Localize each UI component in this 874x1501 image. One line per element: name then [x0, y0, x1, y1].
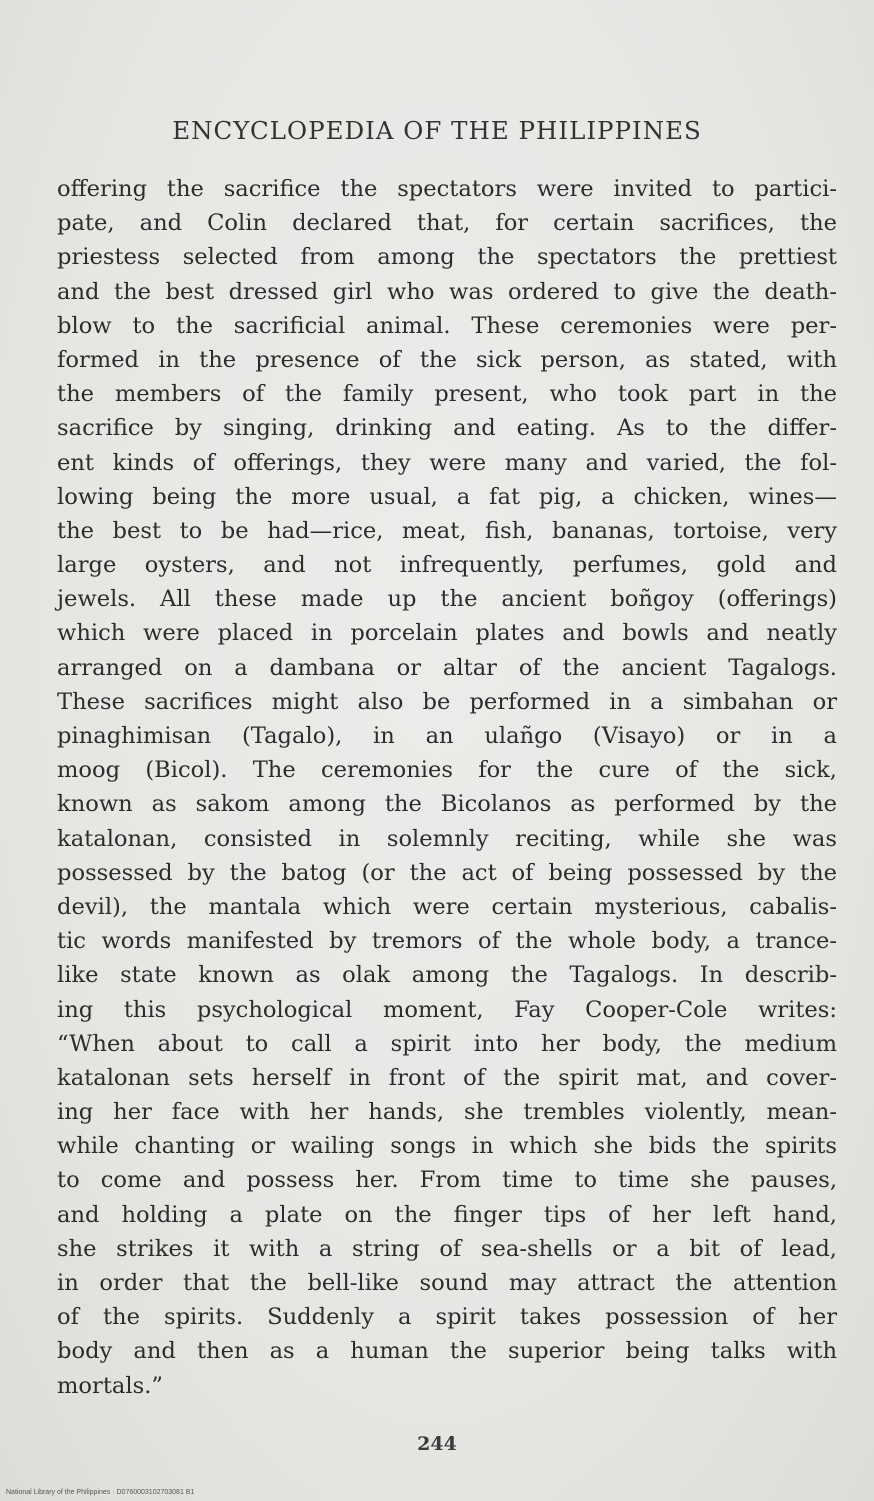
text-line: possessed by the batog (or the act of being possessed by the: [57, 859, 837, 886]
text-line: arranged on a dambana or altar of the ancient Tagalogs.: [57, 654, 837, 681]
text-line: formed in the presence of the sick person, as stated, with: [57, 346, 837, 373]
text-line: and the best dressed girl who was ordered to give the death-: [57, 278, 837, 305]
text-line: katalonan sets herself in front of the spirit mat, and cover-: [57, 1064, 837, 1091]
text-line: ing her face with her hands, she trembles violently, mean-: [57, 1099, 837, 1126]
text-line: while chanting or wailing songs in which she bids the spirits: [57, 1133, 837, 1160]
text-line: of the spirits. Suddenly a spirit takes possession of her: [57, 1304, 837, 1331]
page-number: 244: [417, 1433, 457, 1455]
text-line: which were placed in porcelain plates and bowls and neatly: [57, 620, 837, 647]
text-line: the members of the family present, who took part in the: [57, 381, 837, 408]
text-line: to come and possess her. From time to time she pauses,: [57, 1167, 837, 1194]
text-line: ent kinds of offerings, they were many and varied, the fol-: [57, 449, 837, 476]
text-line: like state known as olak among the Tagalogs. In describ-: [57, 962, 837, 989]
running-header: ENCYCLOPEDIA OF THE PHILIPPINES: [172, 116, 702, 145]
text-line: she strikes it with a string of sea-shells or a bit of lead,: [57, 1235, 837, 1262]
scan-footer: National Library of the Philippines · D0760003102703081 B1: [6, 1489, 195, 1496]
text-line: in order that the bell-like sound may attract the attention: [57, 1270, 837, 1296]
text-line: the best to be had—rice, meat, fish, bananas, tortoise, very: [57, 517, 837, 544]
text-line: large oysters, and not infrequently, perfumes, gold and: [57, 552, 837, 579]
text-line: and holding a plate on the finger tips of her left hand,: [57, 1201, 837, 1228]
text-line: lowing being the more usual, a fat pig, a chicken, wines—: [57, 483, 837, 510]
text-line: katalonan, consisted in solemnly reciting, while she was: [57, 825, 837, 852]
text-line: offering the sacrifice the spectators were invited to partici-: [57, 176, 837, 202]
text-line: “When about to call a spirit into her body, the medium: [57, 1030, 837, 1057]
text-line: sacrifice by singing, drinking and eating. As to the differ-: [57, 415, 837, 442]
text-line: known as sakom among the Bicolanos as performed by the: [57, 791, 837, 818]
text-line: jewels. All these made up the ancient boñgoy (offerings): [57, 586, 837, 613]
text-line: priestess selected from among the spectators the prettiest: [57, 244, 837, 271]
text-line: mortals.”: [57, 1372, 163, 1399]
text-line: pinaghimisan (Tagalo), in an ulañgo (Visayo) or in a: [57, 723, 837, 749]
text-line: ing this psychological moment, Fay Cooper-Cole writes:: [57, 996, 837, 1023]
text-line: pate, and Colin declared that, for certain sacrifices, the: [57, 210, 837, 237]
text-line: tic words manifested by tremors of the whole body, a trance-: [57, 928, 837, 955]
text-line: moog (Bicol). The ceremonies for the cure of the sick,: [57, 757, 837, 784]
text-line: These sacrifices might also be performed in a simbahan or: [57, 688, 837, 715]
text-line: blow to the sacrificial animal. These ceremonies were per-: [57, 312, 837, 339]
text-line: body and then as a human the superior being talks with: [57, 1338, 837, 1365]
body-text: [57, 172, 837, 1403]
text-line: devil), the mantala which were certain mysterious, cabalis-: [57, 893, 837, 920]
